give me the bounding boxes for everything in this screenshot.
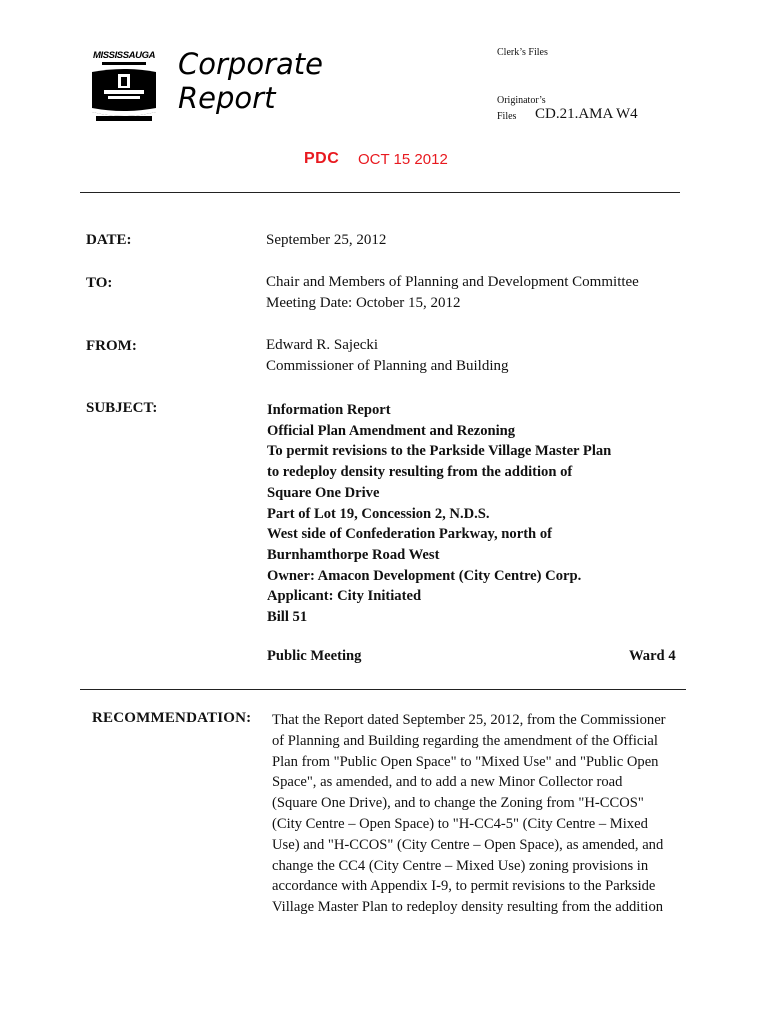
files-label: Files bbox=[497, 111, 517, 122]
section-divider bbox=[80, 689, 686, 690]
recommendation-line: Space", as amended, and to add a new Minor Collector road bbox=[272, 774, 623, 791]
pdc-stamp: PDC bbox=[304, 150, 340, 167]
subject-block bbox=[267, 400, 611, 628]
recommendation-line: That the Report dated September 25, 2012, from the Commissioner bbox=[272, 712, 666, 728]
ward-number: Ward 4 bbox=[629, 648, 676, 664]
mississauga-logo bbox=[88, 50, 160, 126]
clerks-files-label: Clerk’s Files bbox=[497, 47, 548, 58]
from-name: Edward R. Sajecki bbox=[266, 337, 379, 353]
subject-line: Official Plan Amendment and Rezoning bbox=[267, 422, 516, 439]
date-value: September 25, 2012 bbox=[266, 232, 387, 248]
recommendation-line: (City Centre – Open Space) to "H-CC4-5" (City Centre – Mixed bbox=[272, 815, 648, 832]
subject-line: to redeploy density resulting from the addition of bbox=[267, 464, 573, 481]
originators-label: Originator’s bbox=[497, 95, 546, 106]
from-label: FROM: bbox=[86, 338, 137, 354]
logo-text: MISSISSAUGA bbox=[92, 50, 156, 61]
subject-line: Square One Drive bbox=[267, 484, 380, 501]
pdc-date: OCT 15 2012 bbox=[358, 151, 448, 168]
subject-line: Owner: Amacon Development (City Centre) Corp. bbox=[267, 567, 582, 584]
file-number: CD.21.AMA W4 bbox=[535, 106, 638, 122]
subject-line: West side of Confederation Parkway, north of bbox=[267, 526, 552, 543]
report-title-line2: Report bbox=[178, 81, 276, 115]
recommendation-line: Village Master Plan to redeploy density resulting from the addition bbox=[272, 899, 664, 916]
subject-line: Part of Lot 19, Concession 2, N.D.S. bbox=[267, 505, 490, 522]
report-title-line1: Corporate bbox=[178, 47, 323, 81]
subject-label: SUBJECT: bbox=[86, 400, 158, 416]
subject-line: Applicant: City Initiated bbox=[267, 588, 422, 605]
subject-line: To permit revisions to the Parkside Village Master Plan bbox=[267, 443, 612, 460]
to-label: TO: bbox=[86, 275, 113, 291]
recommendation-line: accordance with Appendix I-9, to permit revisions to the Parkside bbox=[272, 878, 656, 895]
recommendation-line: change the CC4 (City Centre – Mixed Use) zoning provisions in bbox=[272, 857, 649, 874]
recommendation-line: Plan from "Public Open Space" to "Mixed Use" and "Public Open bbox=[272, 753, 659, 770]
header-divider bbox=[80, 192, 680, 193]
to-recipient: Chair and Members of Planning and Development Committee bbox=[266, 274, 639, 290]
recommendation-line: Use) and "H-CCOS" (City Centre – Open Space), as amended, and bbox=[272, 836, 664, 853]
recommendation-line: (Square One Drive), and to change the Zoning from "H-CCOS" bbox=[272, 795, 644, 812]
from-title: Commissioner of Planning and Building bbox=[266, 358, 509, 374]
meeting-date: Meeting Date: October 15, 2012 bbox=[266, 295, 461, 311]
subject-line: Bill 51 bbox=[267, 609, 308, 626]
recommendation-text bbox=[272, 710, 692, 918]
recommendation-label: RECOMMENDATION: bbox=[92, 710, 252, 726]
subject-line: Burnhamthorpe Road West bbox=[267, 546, 440, 563]
public-meeting: Public Meeting bbox=[267, 648, 362, 664]
logo-emblem-icon bbox=[88, 50, 160, 126]
date-label: DATE: bbox=[86, 232, 132, 248]
subject-line: Information Report bbox=[267, 402, 391, 418]
recommendation-line: of Planning and Building regarding the amendment of the Official bbox=[272, 732, 658, 749]
